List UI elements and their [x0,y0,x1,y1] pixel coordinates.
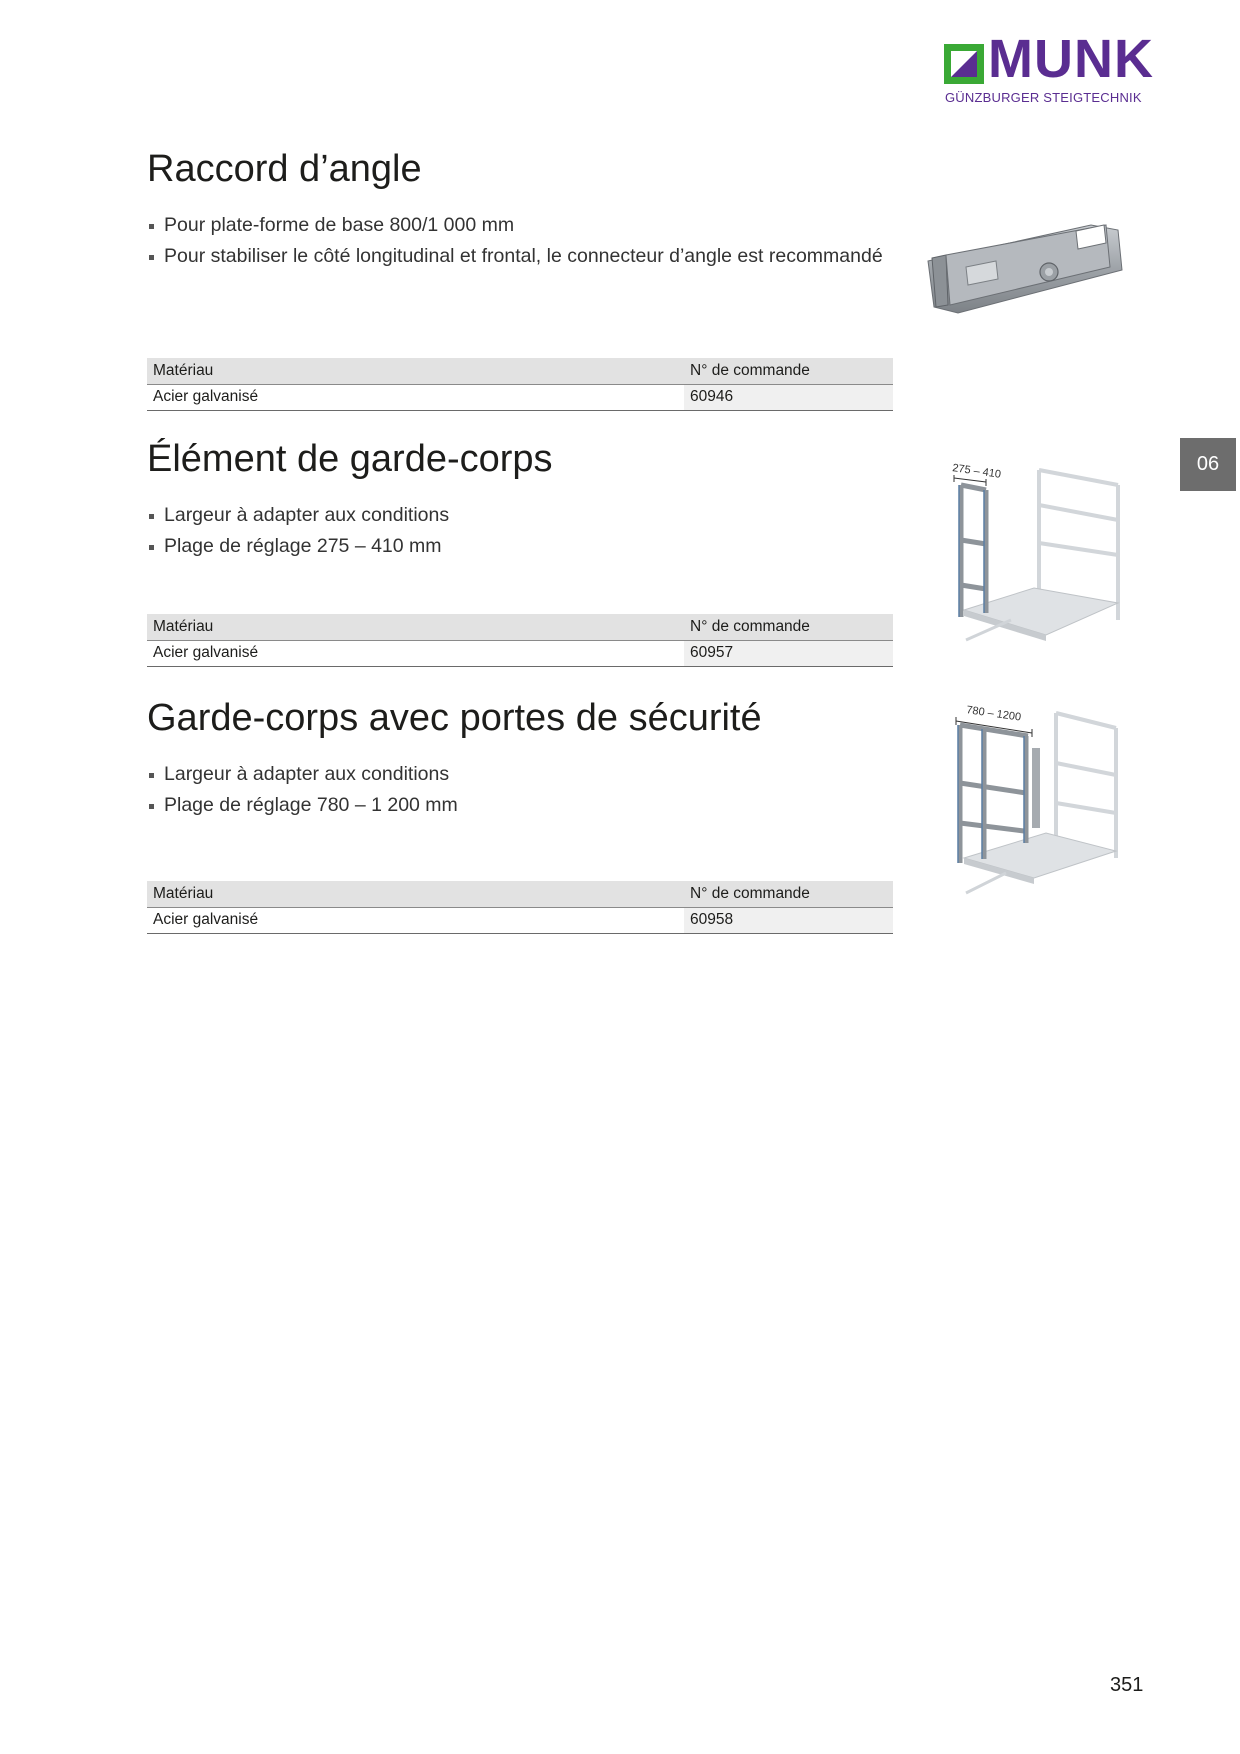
product-title: Élément de garde-corps [147,438,553,480]
bullet-item: Largeur à adapter aux conditions [147,761,893,788]
bullet-item: Pour stabiliser le côté longitudinal et frontal, le connecteur d’angle est recommandé [147,243,893,270]
munk-logo [944,29,1156,108]
bullet-item: Pour plate-forme de base 800/1 000 mm [147,212,893,239]
header-order-number: N° de commande [684,614,893,640]
cell-order-number: 60958 [684,907,893,933]
bullet-list [147,212,893,270]
header-order-number: N° de commande [684,881,893,907]
guardrail-element-image [906,445,1150,670]
product-title: Garde-corps avec portes de sécurité [147,697,762,739]
header-material: Matériau [147,614,684,640]
product-title: Raccord d’angle [147,148,422,190]
brand-subtitle: GÜNZBURGER STEIGTECHNIK [945,90,1142,105]
spec-table [147,358,893,411]
cell-material: Acier galvanisé [147,640,684,666]
table-row [147,640,893,666]
cell-material: Acier galvanisé [147,384,684,410]
dimension-label: 275 – 410 [951,462,1002,481]
bullet-item: Plage de réglage 275 – 410 mm [147,533,893,560]
page-number: 351 [1110,1674,1144,1696]
product-guardrail-safety-gates [147,697,893,928]
guardrail-element-icon [906,445,1150,670]
corner-connector-image [906,155,1150,377]
product-guardrail-element [147,438,893,661]
product-corner-connector [147,148,893,405]
table-header-row [147,614,893,640]
spec-table [147,881,893,934]
dimension-label: 780 – 1200 [965,704,1022,724]
cell-order-number: 60946 [684,384,893,410]
header-order-number: N° de commande [684,358,893,384]
bullet-item: Largeur à adapter aux conditions [147,502,893,529]
brand-name: MUNK [988,29,1154,89]
table-row [147,384,893,410]
corner-connector-icon [906,155,1150,377]
safety-gate-guardrail-image [906,703,1150,928]
header-material: Matériau [147,358,684,384]
bullet-list [147,502,893,560]
bullet-list [147,761,893,819]
table-row [147,907,893,933]
table-header-row [147,881,893,907]
bullet-item: Plage de réglage 780 – 1 200 mm [147,792,893,819]
safety-gate-guardrail-icon [906,703,1150,928]
spec-table [147,614,893,667]
table-header-row [147,358,893,384]
cell-order-number: 60957 [684,640,893,666]
cell-material: Acier galvanisé [147,907,684,933]
chapter-tab[interactable]: 06 [1180,438,1236,491]
header-material: Matériau [147,881,684,907]
munk-logo-mark-icon [944,44,984,84]
